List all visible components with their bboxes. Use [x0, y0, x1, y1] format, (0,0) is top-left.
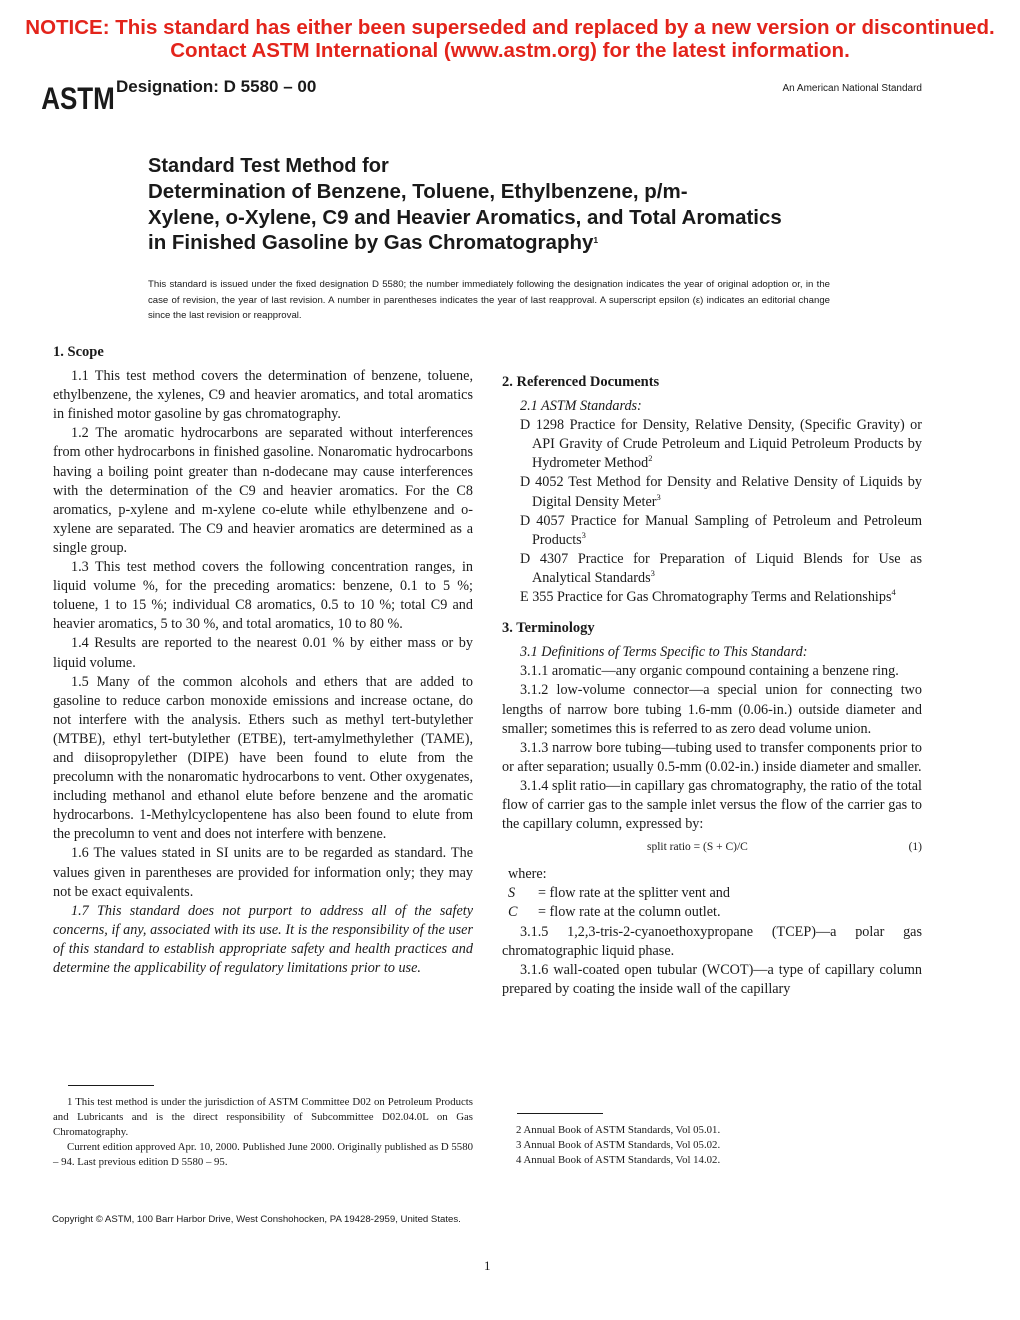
- scope-heading: 1. Scope: [53, 344, 104, 360]
- para-1-1: 1.1 This test method covers the determination of benzene, toluene, ethylbenzene, the xylenes, C9 and heavier aromatics, and total aromatics in finished motor gasoline by gas chromatography.: [53, 368, 473, 423]
- para-1-5: 1.5 Many of the common alcohols and ethers that are added to gasoline to reduce carbon monoxide emissions and increase octane, do not interfere with the analysis. Ethers such as methyl tert-butylether (MTBE), ethyl tert-butylether (ETBE), tert-amylmethylether (TAME), and diisopropylether (DIPE) have been found to elute from the precolumn with the nonaromatic hydrocarbons to vent. Other oxygenates, including methanol and ethanol elute before benzene and the aromatic hydrocarbons. 1-Methylcyclopentene has also been found to elute from the precolumn to vent and does not interfere with benzene.: [53, 673, 473, 843]
- terminology-heading: 3. Terminology: [502, 620, 595, 637]
- where-s: S = flow rate at the splitter vent and: [508, 885, 730, 902]
- footnote-2: 2 Annual Book of ASTM Standards, Vol 05.01.: [516, 1124, 721, 1136]
- designation: Designation: D 5580 – 00: [116, 77, 317, 96]
- para-1-2: 1.2 The aromatic hydrocarbons are separated without interferences from other hydrocarbons in finished gasoline. Nonaromatic hydrocarbons having a boiling point greater than n-dodecane may cause interferences with the determination of the C9 and heavier aromatics. For the C8 aromatics, p-xylene and m-xylene co-elute while ethylbenzene and o-xylene are separated. The C9 and heavier aromatics are determined as a single group.: [53, 425, 473, 556]
- ref-e355: E 355 Practice for Gas Chromatography Terms and Relationships$^4$: [520, 587, 896, 606]
- title-line-4: [148, 230, 868, 256]
- document-title: [148, 153, 868, 256]
- national-standard-label: An American National Standard: [782, 83, 922, 94]
- notice-line-1: NOTICE: This standard has either been superseded and replaced by a new version or discontinued.: [25, 16, 995, 39]
- title-footnote-mark: 1: [593, 235, 599, 245]
- footnotes-right: [502, 1123, 922, 1168]
- title-line-4-text: in Finished Gasoline by Gas Chromatography: [148, 231, 594, 254]
- ref-d4307: D 4307 Practice for Preparation of Liquid Blends for Use as Analytical Standards$^3$: [520, 550, 922, 586]
- equation-text: split ratio = (S + C)/C: [647, 841, 748, 854]
- where-label: where:: [508, 866, 547, 883]
- astm-standards-sub: 2.1 ASTM Standards:: [520, 398, 642, 415]
- copyright: Copyright © ASTM, 100 Barr Harbor Drive, West Conshohocken, PA 19428-2959, United States.: [52, 1214, 461, 1225]
- where-c: C = flow rate at the column outlet.: [508, 904, 721, 921]
- ref-d1298: D 1298 Practice for Density, Relative Density, (Specific Gravity) or API Gravity of Crude Petroleum and Liquid Petroleum Products by Hydrometer Method$^2$: [520, 417, 922, 472]
- para-3-1-1: 3.1.1 aromatic—any organic compound containing a benzene ring.: [520, 663, 899, 680]
- edition-note: Current edition approved Apr. 10, 2000. Published June 2000. Originally published as D 5580 – 94. Last previous edition D 5580 – 95.: [53, 1141, 473, 1168]
- title-line-1: Standard Test Method for: [148, 155, 389, 177]
- para-1-3: 1.3 This test method covers the following concentration ranges, in liquid volume %, for the preceding aromatics: benzene, 0.1 to 5 %; toluene, 1 to 15 %; individual C8 aromatics, 0.5 to 10 %; total C9 and heavier aromatics, 5 to 30 %, and total aromatics, 10 to 80 %.: [53, 559, 473, 633]
- para-1-7: 1.7 This standard does not purport to address all of the safety concerns, if any, associated with its use. It is the responsibility of the user of this standard to establish appropriate safety and health practices and determine the applicability of regulatory limitations prior to use.: [53, 902, 473, 976]
- para-1-6: 1.6 The values stated in SI units are to be regarded as standard. The values given in parentheses are provided for information only; they may not be exact equivalents.: [53, 845, 473, 900]
- footnote-4: 4 Annual Book of ASTM Standards, Vol 14.02.: [516, 1154, 721, 1166]
- para-3-1-6: 3.1.6 wall-coated open tubular (WCOT)—a type of capillary column prepared by coating the inside wall of the capillary: [502, 961, 922, 997]
- notice-line-2: Contact ASTM International (www.astm.org) for the latest information.: [170, 39, 850, 62]
- para-3-1-5: 3.1.5 1,2,3-tris-2-cyanoethoxypropane (TCEP)—a polar gas chromatographic liquid phase.: [502, 923, 922, 959]
- ref-d4057: D 4057 Practice for Manual Sampling of Petroleum and Petroleum Products$^3$: [520, 512, 922, 548]
- para-1-4: 1.4 Results are reported to the nearest 0.01 % by either mass or by liquid volume.: [53, 635, 473, 671]
- title-line-3: Xylene, o-Xylene, C9 and Heavier Aromatics, and Total Aromatics: [148, 205, 782, 229]
- references-heading: 2. Referenced Documents: [502, 374, 660, 390]
- page-number: 1: [484, 1258, 491, 1273]
- para-3-1-2: 3.1.2 low-volume connector—a special union for connecting two lengths of narrow bore tubing 1.6-mm (0.06-in.) outside diameter and smaller; sometimes this is referred to as zero dead volume union.: [502, 682, 922, 737]
- astm-logo: [41, 79, 115, 119]
- para-3-1: 3.1 Definitions of Terms Specific to This Standard:: [520, 644, 808, 661]
- right-column: [502, 343, 922, 999]
- para-3-1-4: 3.1.4 split ratio—in capillary gas chromatography, the ratio of the total flow of carrier gas to the sample inlet versus the flow of the carrier gas to the capillary column, expressed by:: [502, 777, 922, 833]
- title-line-2: Determination of Benzene, Toluene, Ethylbenzene, p/m-: [148, 180, 688, 203]
- footnote-1: 1 This test method is under the jurisdiction of ASTM Committee D02 on Petroleum Products and Lubricants and is the direct responsibility of Subcommittee D02.04.0L on Gas Chromatography.: [53, 1096, 473, 1138]
- equation-number: (1): [908, 841, 922, 854]
- left-column: [53, 343, 473, 978]
- astm-logo-text: ASTM: [41, 81, 115, 117]
- ref-d4052: D 4052 Test Method for Density and Relative Density of Liquids by Digital Density Meter$^3$: [520, 474, 922, 510]
- footnote-rule-left: [68, 1085, 154, 1086]
- footnotes-left: [53, 1095, 473, 1170]
- footnote-rule-right: [517, 1113, 603, 1114]
- para-3-1-3: 3.1.3 narrow bore tubing—tubing used to transfer components prior to or after separation; usually 0.5-mm (0.02-in.) inside diameter and smaller.: [502, 739, 922, 775]
- equation-split-ratio: [502, 838, 922, 857]
- footnote-3: 3 Annual Book of ASTM Standards, Vol 05.02.: [516, 1139, 721, 1151]
- issued-statement: This standard is issued under the fixed designation D 5580; the number immediately following the designation indicates the year of original adoption or, in the case of revision, the year of last revision. A number in parentheses indicates the year of last reapproval. A superscript epsilon (ε) indicates an editorial change since the last revision or reapproval.: [148, 279, 830, 321]
